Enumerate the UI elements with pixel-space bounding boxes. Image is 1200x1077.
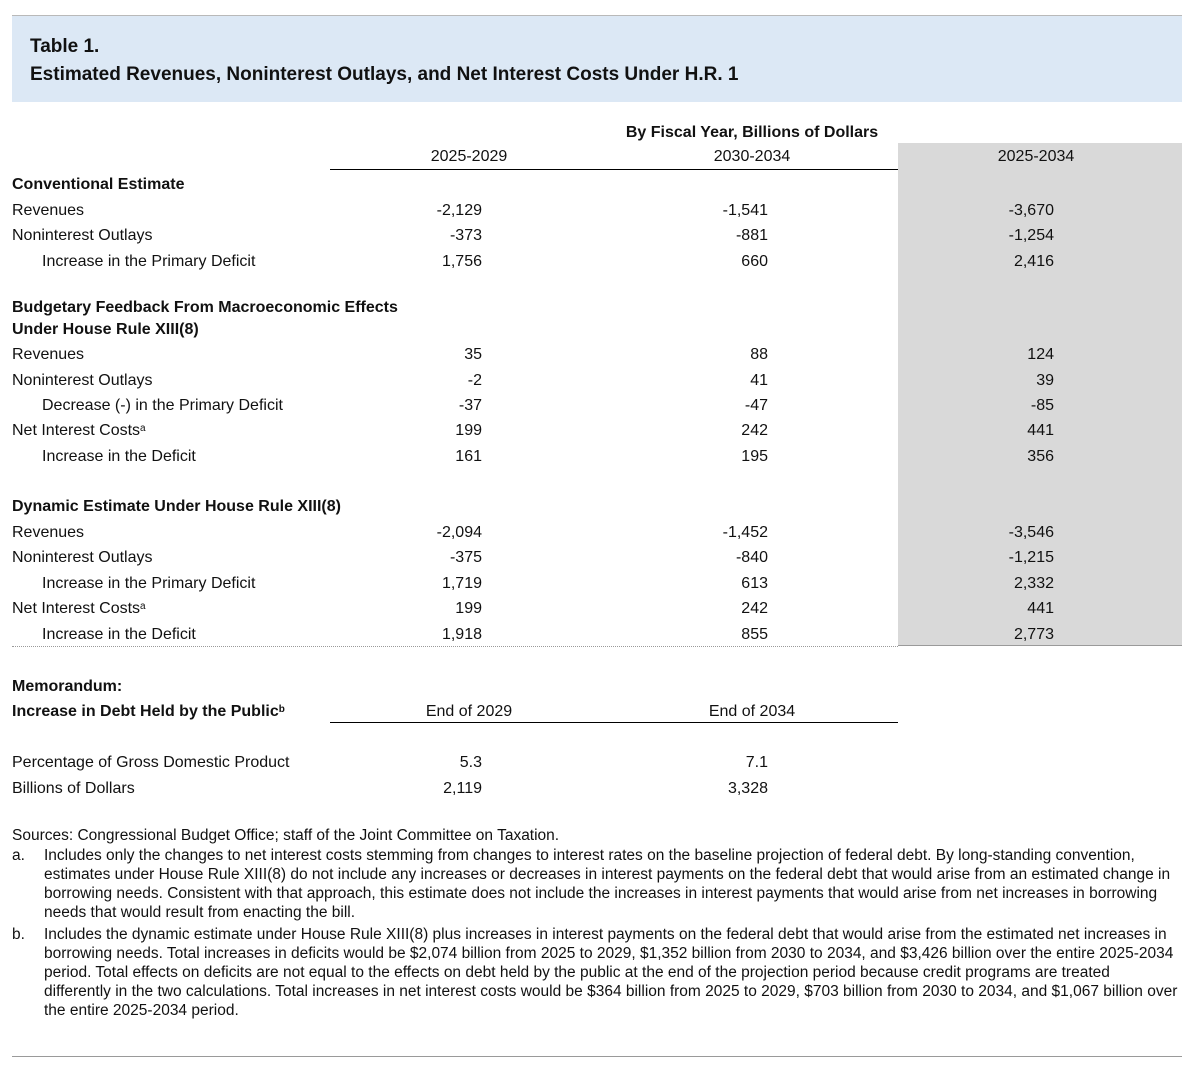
section-title-feedback: Budgetary Feedback From Macroeconomic Effects xyxy=(12,299,398,316)
cell-value: 7.1 xyxy=(745,754,768,771)
row-label: Increase in the Primary Deficit xyxy=(42,575,256,592)
column-header-2025-2029: 2025-2029 xyxy=(430,148,508,165)
cell-value: 2,119 xyxy=(443,780,482,797)
section-divider-shaded xyxy=(898,645,1182,646)
cell-value: -3,670 xyxy=(1008,202,1054,219)
table-title-band xyxy=(12,16,1182,102)
cell-value: -375 xyxy=(449,549,482,566)
section-title-dynamic: Dynamic Estimate Under House Rule XIII(8) xyxy=(12,498,341,515)
row-label: Net Interest Costs$^a$ xyxy=(12,422,146,439)
section-title-feedback-line2: Under House Rule XIII(8) xyxy=(12,321,199,338)
cell-value: 613 xyxy=(741,575,768,592)
cell-value: 441 xyxy=(1027,422,1054,439)
cell-value: 3,328 xyxy=(727,780,768,797)
row-label: Revenues xyxy=(12,202,85,219)
cell-value: 356 xyxy=(1027,448,1054,465)
table-number: Table 1. xyxy=(30,36,100,57)
cell-value: -1,452 xyxy=(722,524,768,541)
cell-value: -1,541 xyxy=(722,202,768,219)
cell-value: 35 xyxy=(464,346,482,363)
footnote-b-text: Includes the dynamic estimate under House Rule XIII(8) plus increases in interest payments on the federal debt that would arise from the estimated net increases in borrowing needs. Total increases in deficits would be $2,074 billion from 2025 to 2029, $1,352 billion from 2030 to 2034, and $3,426 billion over the entire 2025-2034 period. Total effects on deficits are not equal to the effects on debt held by the public at the end of the projection period because credit programs are treated differently in the two calculations. Total increases in net interest costs would be $364 billion from 2025 to 2029, $703 billion from 2030 to 2034, and $1,067 billion over the entire 2025-2034 period. xyxy=(44,926,1178,1019)
row-label: Increase in the Primary Deficit xyxy=(42,253,256,270)
cell-value: -3,546 xyxy=(1008,524,1054,541)
cell-value: 1,918 xyxy=(441,626,482,643)
cell-value: -37 xyxy=(458,397,482,414)
memorandum-subtitle: Increase in Debt Held by the Public$^b$ xyxy=(12,703,285,720)
memorandum-title: Memorandum: xyxy=(12,678,123,695)
memo-column-header-2029: End of 2029 xyxy=(425,703,513,720)
cell-value: 2,332 xyxy=(1013,575,1054,592)
cell-value: 161 xyxy=(455,448,482,465)
cell-value: 41 xyxy=(750,372,768,389)
cell-value: -85 xyxy=(1030,397,1054,414)
footnote-b xyxy=(12,925,1180,1020)
footnote-a xyxy=(12,846,1180,922)
cell-value: -2,094 xyxy=(436,524,482,541)
section-title-conventional: Conventional Estimate xyxy=(12,176,185,193)
cell-value: 2,416 xyxy=(1013,253,1054,270)
cell-value: 242 xyxy=(741,600,768,617)
cell-value: 1,719 xyxy=(441,575,482,592)
bottom-rule xyxy=(12,1056,1182,1057)
cell-value: -1,215 xyxy=(1008,549,1054,566)
memo-column-header-2034: End of 2034 xyxy=(708,703,796,720)
row-label: Decrease (-) in the Primary Deficit xyxy=(42,397,283,414)
cell-value: 88 xyxy=(750,346,768,363)
cell-value: 195 xyxy=(741,448,768,465)
row-label: Increase in the Deficit xyxy=(42,626,196,643)
row-label: Percentage of Gross Domestic Product xyxy=(12,754,290,771)
cell-value: 5.3 xyxy=(459,754,482,771)
cell-value: 199 xyxy=(455,422,482,439)
sources-note: Sources: Congressional Budget Office; staff of the Joint Committee on Taxation. xyxy=(12,827,560,844)
row-label: Net Interest Costs$^a$ xyxy=(12,600,146,617)
row-label: Noninterest Outlays xyxy=(12,227,153,244)
column-header-rule xyxy=(330,169,898,170)
row-label: Noninterest Outlays xyxy=(12,549,153,566)
cell-value: -840 xyxy=(735,549,768,566)
column-header-2030-2034: 2030-2034 xyxy=(713,148,791,165)
footnote-marker: a xyxy=(140,601,146,612)
cell-value: 39 xyxy=(1036,372,1054,389)
cell-value: 1,756 xyxy=(441,253,482,270)
memo-header-rule xyxy=(330,722,898,723)
cell-value: -1,254 xyxy=(1008,227,1054,244)
row-label: Revenues xyxy=(12,346,85,363)
footnote-a-text: Includes only the changes to net interest costs stemming from changes to interest rates on the baseline projection of federal debt. By long-standing convention, estimates under House Rule XIII(8) do not include any increases or decreases in interest payments on the federal debt that would arise from an estimated change in borrowing needs. Consistent with that approach, this estimate does not include the increases in interest payments that would arise from net increases in borrowing needs that would result from enacting the bill. xyxy=(44,847,1171,921)
table-title: Estimated Revenues, Noninterest Outlays, and Net Interest Costs Under H.R. 1 xyxy=(30,64,739,85)
cell-value: -373 xyxy=(449,227,482,244)
cell-value: 199 xyxy=(455,600,482,617)
column-header-2025-2034: 2025-2034 xyxy=(997,148,1075,165)
cell-value: 660 xyxy=(741,253,768,270)
column-span-header: By Fiscal Year, Billions of Dollars xyxy=(625,124,879,141)
cell-value: 2,773 xyxy=(1013,626,1054,643)
footnote-b-mark: b. xyxy=(12,926,25,943)
footnote-marker: a xyxy=(140,423,146,434)
cell-value: 441 xyxy=(1027,600,1054,617)
cell-value: -881 xyxy=(735,227,768,244)
cell-value: -47 xyxy=(744,397,768,414)
cell-value: 855 xyxy=(741,626,768,643)
section-divider xyxy=(12,646,898,647)
table-notes xyxy=(12,826,1180,1020)
cell-value: 124 xyxy=(1027,346,1054,363)
row-label: Billions of Dollars xyxy=(12,780,135,797)
row-label: Increase in the Deficit xyxy=(42,448,196,465)
cell-value: -2,129 xyxy=(436,202,482,219)
row-label: Revenues xyxy=(12,524,85,541)
cell-value: 242 xyxy=(741,422,768,439)
footnote-marker: b xyxy=(278,704,285,715)
row-label: Noninterest Outlays xyxy=(12,372,153,389)
footnote-a-mark: a. xyxy=(12,847,25,864)
cell-value: -2 xyxy=(467,372,482,389)
